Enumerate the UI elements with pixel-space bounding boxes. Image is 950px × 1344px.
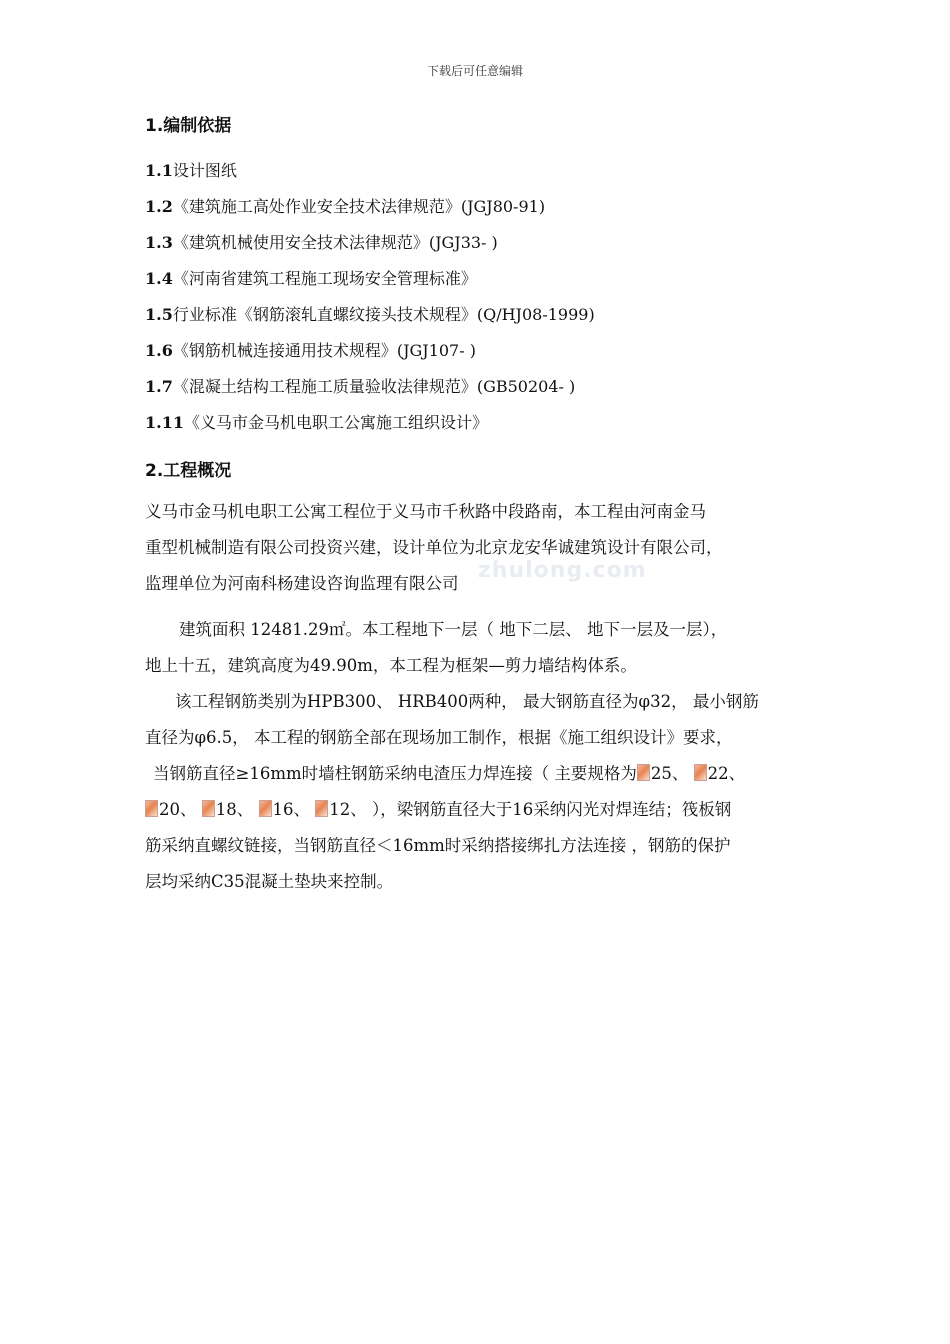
rebar-grade-icon xyxy=(694,764,707,781)
ref-item-number: 1.6 xyxy=(145,341,173,360)
paragraph-line: 层均采纳C35混凝土垫块来控制。 xyxy=(145,872,394,891)
paragraph-line: 义马市金马机电职工公寓工程位于义马市千秋路中段路南，本工程由河南金马 xyxy=(145,502,706,521)
paragraph-text: 22、 xyxy=(707,764,746,783)
ref-item-text: 《建筑机械使用安全技术法律规范》(JGJ33- ) xyxy=(172,233,498,252)
paragraph-line: 建筑面积 12481.29㎡。本工程地下一层（ 地下二层、 地下一层及一层）， xyxy=(179,620,728,639)
paragraph-text: 当钢筋直径≥16mm时墙柱钢筋采纳电渣压力焊连接（ 主要规格为 xyxy=(153,764,637,783)
ref-item-number: 1.2 xyxy=(145,197,173,216)
ref-item-text: 《钢筋机械连接通用技术规程》(JGJ107- ) xyxy=(172,341,476,360)
rebar-grade-icon xyxy=(315,800,328,817)
ref-item-text: 《混凝土结构工程施工质量验收法律规范》(GB50204- ) xyxy=(172,377,576,396)
paragraph-line: 地上十五，建筑高度为49.90m，本工程为框架—剪力墙结构体系。 xyxy=(145,656,637,675)
section1-title: 1.编制依据 xyxy=(145,116,232,136)
ref-item-number: 1.3 xyxy=(145,233,173,252)
paragraph-line: 重型机械制造有限公司投资兴建，设计单位为北京龙安华诚建筑设计有限公司， xyxy=(145,538,723,557)
ref-item-text: 《义马市金马机电职工公寓施工组织设计》 xyxy=(183,413,488,432)
paragraph-line xyxy=(145,756,815,792)
header-note: 下载后可任意编辑 xyxy=(426,64,523,78)
ref-item-text: 《河南省建筑工程施工现场安全管理标准》 xyxy=(172,269,477,288)
ref-item xyxy=(145,302,595,325)
ref-item-text: 《建筑施工高处作业安全技术法律规范》(JGJ80-91) xyxy=(172,197,546,216)
paragraph-text: 16、 xyxy=(272,800,316,819)
paragraph-line xyxy=(145,792,815,828)
ref-item-number: 1.11 xyxy=(145,413,184,432)
paragraph-text: 20、 xyxy=(159,800,202,819)
paragraph-text: 12、 ），梁钢筋直径大于16采纳闪光对焊连结；筏板钢 xyxy=(329,800,732,819)
ref-item-text: 行业标准《钢筋滚轧直螺纹接头技术规程》(Q/HJ08-1999) xyxy=(172,305,595,324)
rebar-grade-icon xyxy=(259,800,272,817)
overview-paragraph-2 xyxy=(145,612,815,684)
ref-item-text: 设计图纸 xyxy=(172,161,237,180)
ref-item xyxy=(145,158,237,181)
rebar-grade-icon xyxy=(145,800,158,817)
ref-item xyxy=(145,374,575,397)
section2-title: 2.工程概况 xyxy=(145,461,232,481)
ref-item-number: 1.7 xyxy=(145,377,173,396)
paragraph-line: 直径为φ6.5， 本工程的钢筋全部在现场加工制作，根据《施工组织设计》要求， xyxy=(145,728,733,747)
ref-item xyxy=(145,266,477,289)
ref-item-number: 1.5 xyxy=(145,305,173,324)
watermark: zhulong.com xyxy=(478,558,647,583)
ref-item xyxy=(145,410,488,433)
paragraph-line: 筋采纳直螺纹链接，当钢筋直径＜16mm时采纳搭接绑扎方法连接 ，钢筋的保护 xyxy=(145,836,731,855)
ref-item-number: 1.1 xyxy=(145,161,173,180)
ref-item xyxy=(145,194,545,217)
ref-item xyxy=(145,338,476,361)
ref-item xyxy=(145,230,498,253)
overview-paragraph-1 xyxy=(145,494,815,602)
paragraph-line: 监理单位为河南科杨建设咨询监理有限公司 xyxy=(145,574,459,593)
overview-paragraph-3 xyxy=(145,684,815,900)
paragraph-line: 该工程钢筋类别为HPB300、 HRB400两种， 最大钢筋直径为φ32， 最小钢筋 xyxy=(175,692,759,711)
ref-item-number: 1.4 xyxy=(145,269,173,288)
paragraph-text: 25、 xyxy=(650,764,694,783)
rebar-grade-icon xyxy=(202,800,215,817)
paragraph-text: 18、 xyxy=(215,800,259,819)
rebar-grade-icon xyxy=(637,764,650,781)
